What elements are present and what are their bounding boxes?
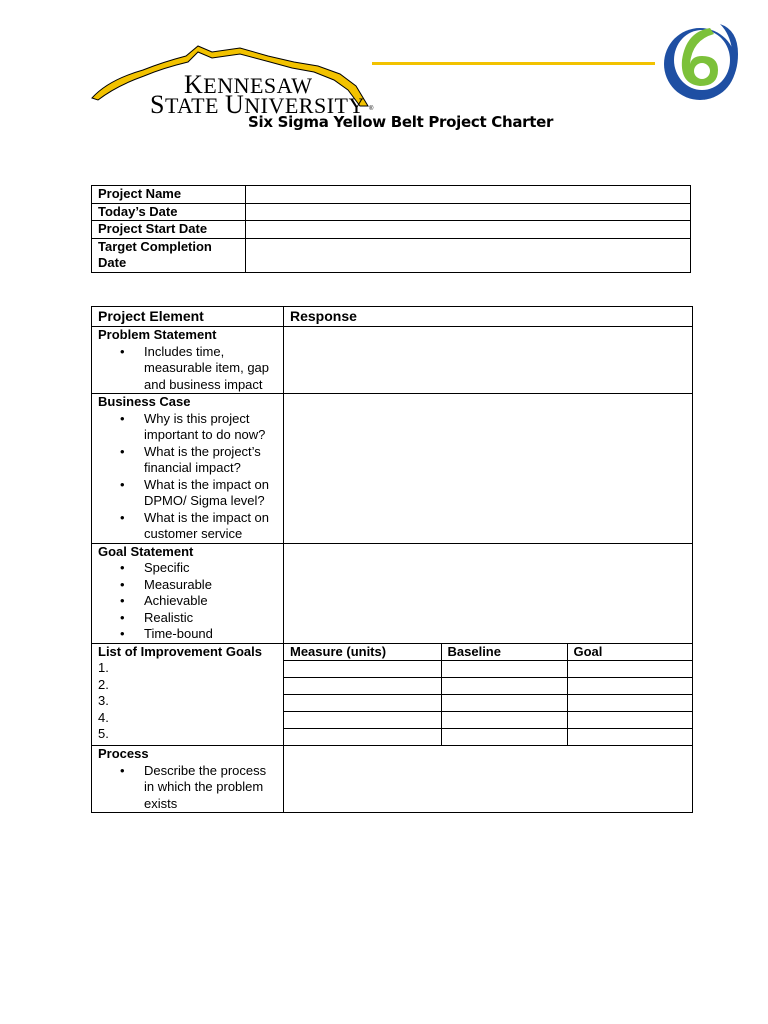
list-item: 4. (98, 709, 109, 725)
problem-statement-bullets (98, 344, 277, 394)
improvement-goals-heading: List of Improvement Goals (98, 643, 262, 659)
process-row (92, 746, 693, 813)
table-row (284, 712, 692, 729)
business-case-heading: Business Case (98, 394, 191, 409)
table-row (284, 729, 692, 746)
goal-field[interactable] (567, 695, 692, 712)
problem-statement-cell (92, 327, 284, 394)
goal-statement-heading: Goal Statement (98, 543, 194, 559)
project-name-label: Project Name (92, 186, 246, 204)
list-item: 2. (98, 676, 109, 692)
baseline-field[interactable] (441, 661, 567, 678)
logo-line-2: STATE UNIVERSITY (150, 90, 365, 119)
kennesaw-state-logo (88, 40, 378, 119)
problem-statement-row (92, 327, 693, 394)
goal-statement-bullets (98, 560, 277, 643)
goal-statement-response[interactable] (284, 543, 693, 643)
goal-statement-row (92, 543, 693, 643)
table-row (92, 203, 691, 221)
improvement-goals-row (92, 643, 693, 746)
list-item: • Achievable (144, 593, 277, 610)
table-row (92, 238, 691, 272)
list-item: • Measurable (144, 577, 277, 594)
business-case-bullets (98, 411, 277, 543)
goal-header: Goal (567, 644, 692, 661)
list-item: • What is the project’s financial impact? (144, 444, 277, 477)
measure-field[interactable] (284, 712, 441, 729)
business-case-cell (92, 394, 284, 544)
process-bullets (98, 763, 277, 813)
six-sigma-logo-icon (656, 20, 740, 104)
process-response[interactable] (284, 746, 693, 813)
list-item: 5. (98, 726, 109, 741)
baseline-field[interactable] (441, 712, 567, 729)
document-title: Six Sigma Yellow Belt Project Charter (248, 113, 554, 131)
todays-date-field[interactable] (246, 203, 691, 221)
table-row (284, 661, 692, 678)
improvement-goals-cell (92, 643, 284, 746)
project-start-date-field[interactable] (246, 221, 691, 239)
table-row (284, 695, 692, 712)
improvement-goals-grid (284, 644, 692, 746)
table-header-row (92, 307, 693, 327)
project-info-table (91, 185, 691, 273)
business-case-row (92, 394, 693, 544)
problem-statement-heading: Problem Statement (98, 327, 217, 342)
target-completion-date-label: Target Completion Date (92, 238, 246, 272)
logo-line-1: KENNESAW (184, 70, 313, 99)
target-completion-date-field[interactable] (246, 238, 691, 272)
goal-field[interactable] (567, 678, 692, 695)
list-item: • Time-bound (144, 626, 277, 643)
list-item: • What is the impact on DPMO/ Sigma level? (144, 477, 277, 510)
project-charter-table (91, 306, 693, 813)
problem-statement-response[interactable] (284, 327, 693, 394)
measure-field[interactable] (284, 678, 441, 695)
list-item: • Describe the process in which the problem exists (144, 763, 277, 813)
list-item: • Includes time, measurable item, gap and business impact (144, 344, 277, 394)
list-item: • Realistic (144, 610, 277, 627)
list-item: 3. (98, 693, 109, 708)
goal-statement-cell (92, 543, 284, 643)
todays-date-label: Today’s Date (92, 203, 246, 221)
measure-field[interactable] (284, 661, 441, 678)
list-item: 1. (98, 660, 109, 675)
improvement-goals-grid-cell (284, 643, 693, 746)
project-element-header: Project Element (92, 307, 284, 327)
measure-units-header: Measure (units) (284, 644, 441, 661)
list-item: • Why is this project important to do now? (144, 411, 277, 444)
table-row (92, 186, 691, 204)
measure-field[interactable] (284, 729, 441, 746)
registered-mark: ® (369, 106, 374, 112)
goal-field[interactable] (567, 712, 692, 729)
goal-field[interactable] (567, 729, 692, 746)
measure-field[interactable] (284, 695, 441, 712)
table-row (92, 221, 691, 239)
baseline-field[interactable] (441, 695, 567, 712)
table-row (284, 644, 692, 661)
project-name-field[interactable] (246, 186, 691, 204)
process-heading: Process (98, 746, 149, 761)
baseline-field[interactable] (441, 678, 567, 695)
business-case-response[interactable] (284, 394, 693, 544)
baseline-field[interactable] (441, 729, 567, 746)
table-row (284, 678, 692, 695)
goal-field[interactable] (567, 661, 692, 678)
response-header: Response (284, 307, 693, 327)
header-divider (372, 62, 655, 65)
list-item: • What is the impact on customer service (144, 510, 277, 543)
project-start-date-label: Project Start Date (92, 221, 246, 239)
list-item: • Specific (144, 560, 277, 577)
baseline-header: Baseline (441, 644, 567, 661)
process-cell (92, 746, 284, 813)
